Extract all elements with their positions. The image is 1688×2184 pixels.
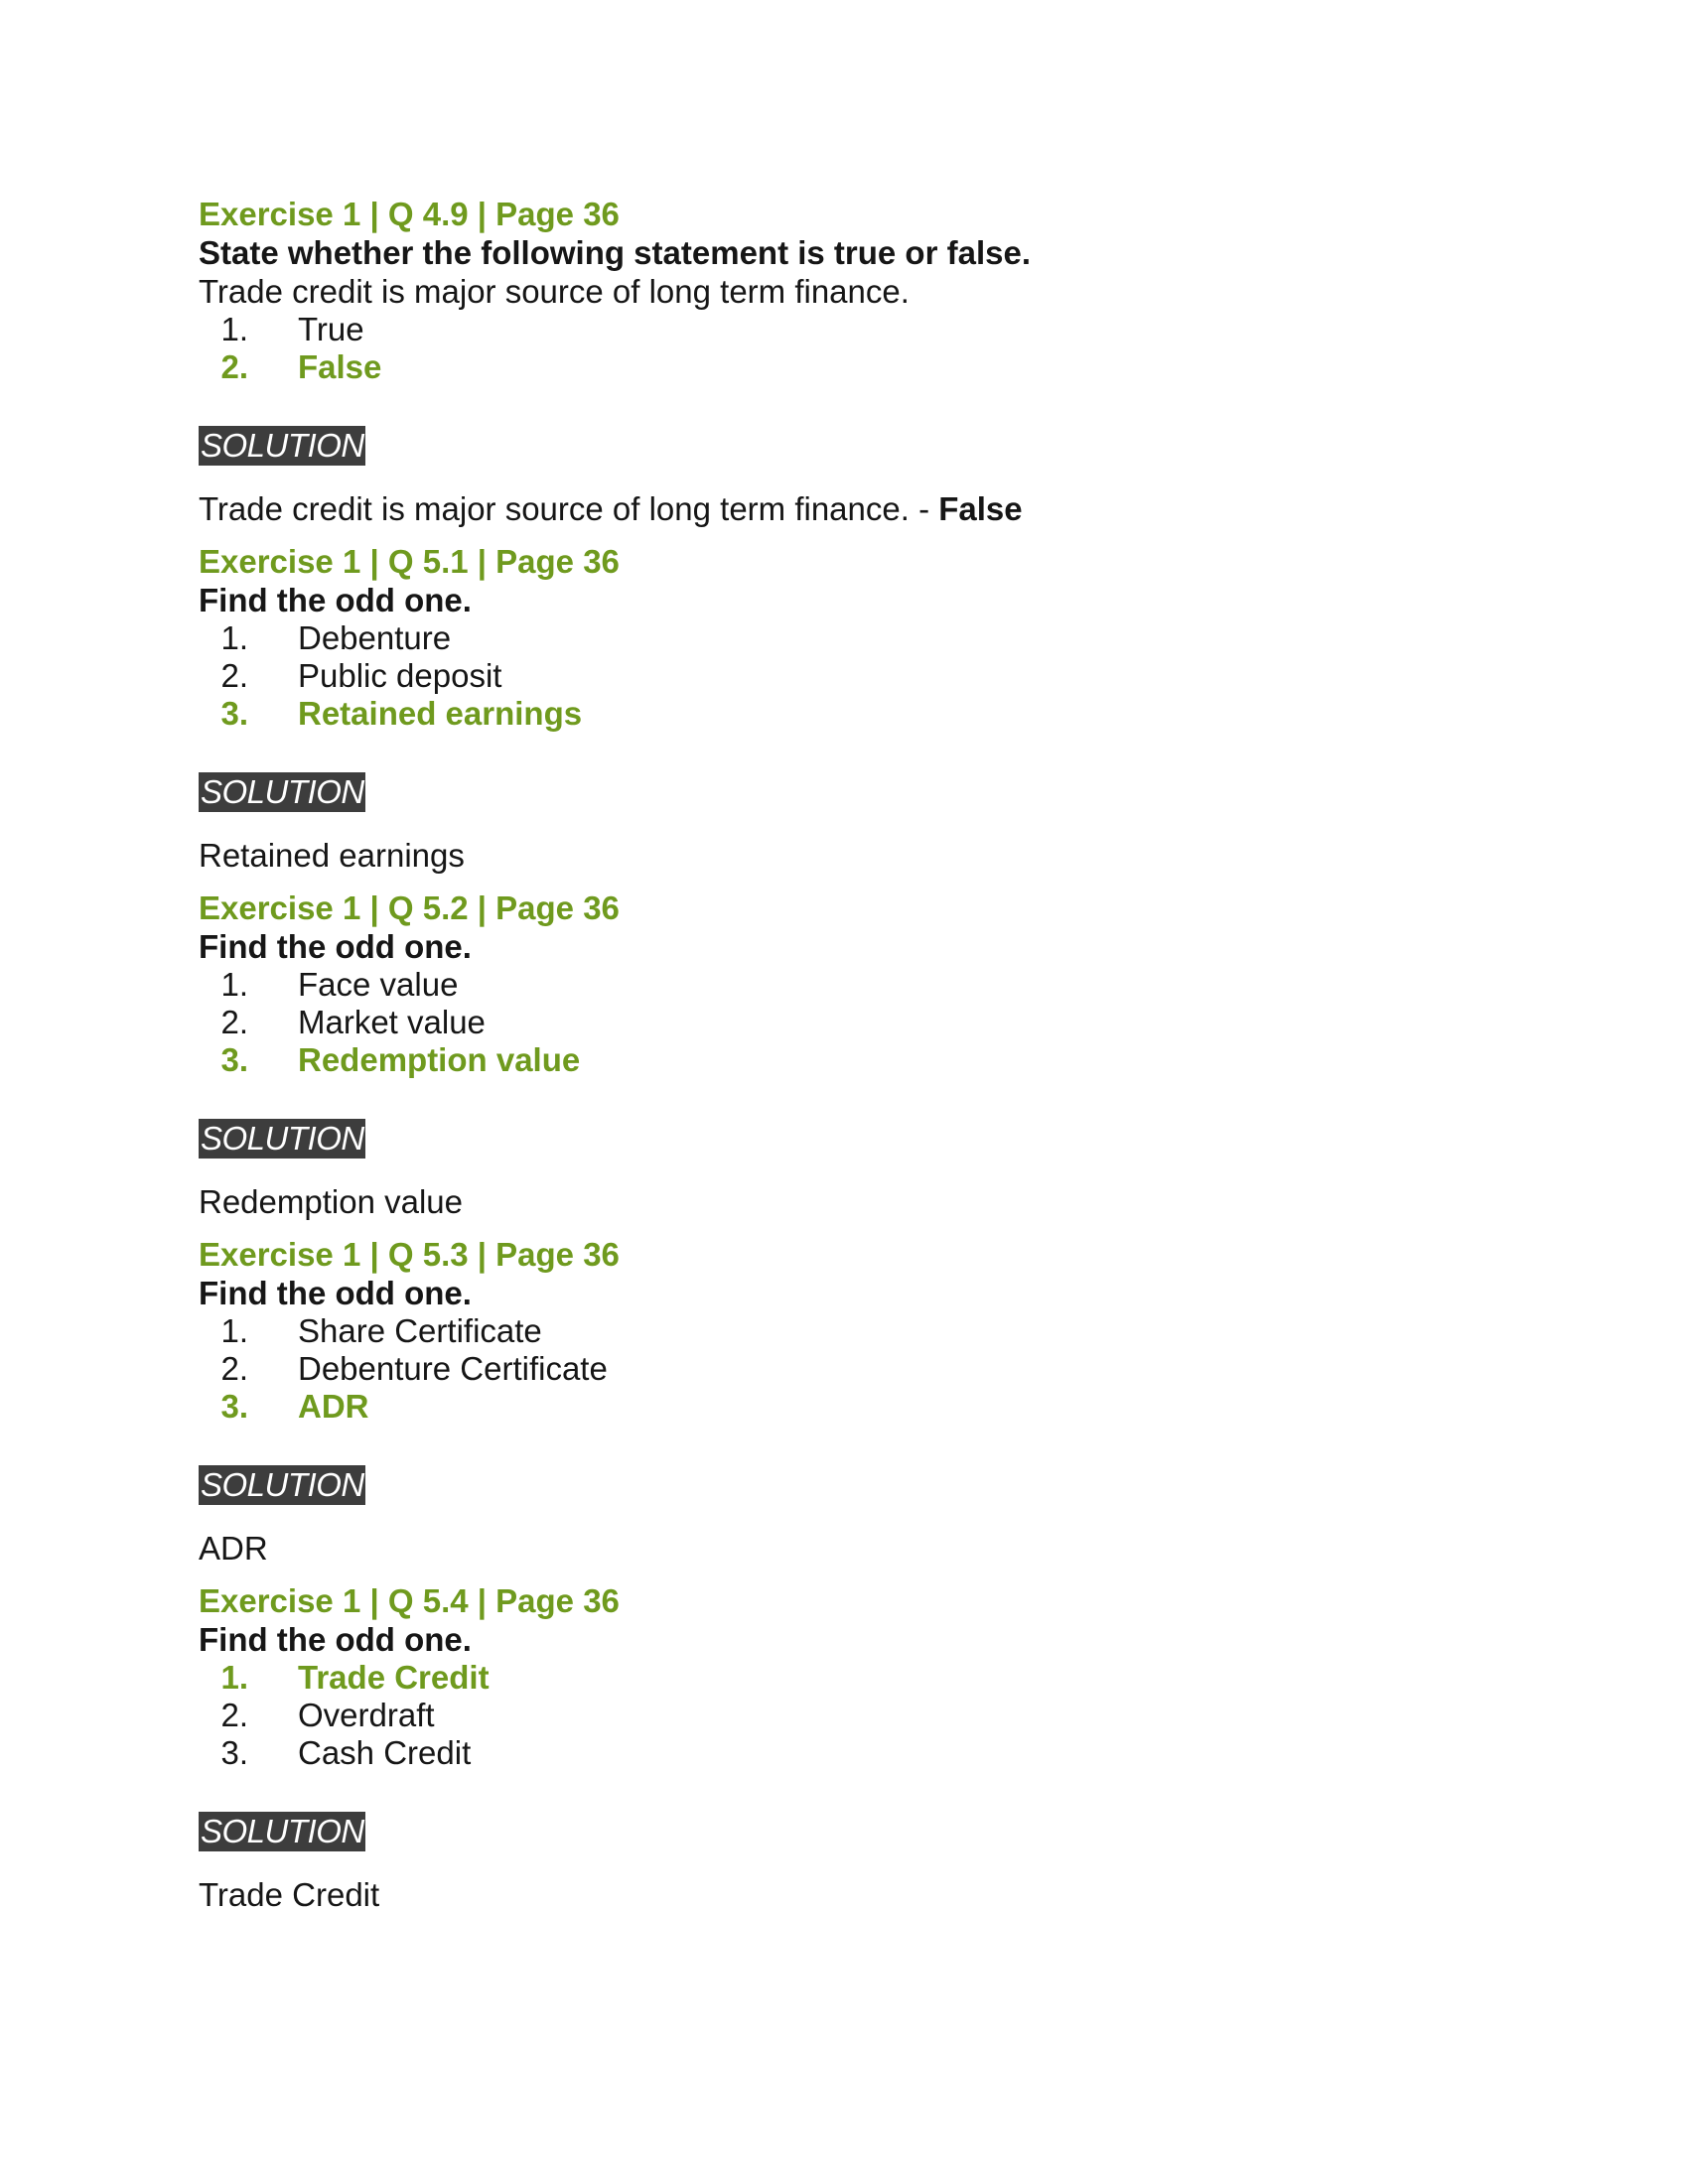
option-text: True [298, 311, 364, 347]
solution-answer-text: ADR [199, 1530, 268, 1567]
option-item [199, 657, 1489, 695]
solution-answer-text: Trade Credit [199, 1876, 380, 1913]
option-list [199, 966, 1489, 1079]
option-text: Redemption value [298, 1041, 581, 1078]
block-spacer [199, 1221, 1489, 1235]
question-statement: Trade credit is major source of long term finance. [199, 273, 910, 310]
option-text: Face value [298, 966, 459, 1003]
option-number: 2. [220, 348, 248, 385]
correct-option [199, 1659, 1489, 1697]
question-prompt: State whether the following statement is true or false. [199, 234, 1031, 271]
option-list [199, 1312, 1489, 1426]
option-number: 3. [220, 1734, 248, 1771]
option-number: 2. [220, 1350, 248, 1387]
correct-option [199, 695, 1489, 733]
option-number: 1. [220, 966, 248, 1003]
option-number: 3. [220, 1041, 248, 1078]
block-spacer [199, 1914, 1489, 1928]
solution-answer [199, 489, 1489, 528]
solution-answer [199, 836, 1489, 875]
option-number: 3. [220, 1388, 248, 1425]
question-prompt: Find the odd one. [199, 1275, 472, 1311]
solution-answer-text: Retained earnings [199, 837, 465, 874]
option-text: Trade Credit [298, 1659, 490, 1696]
question-block [199, 1235, 1489, 1581]
option-list [199, 1659, 1489, 1772]
question-heading: Exercise 1 | Q 5.1 | Page 36 [199, 543, 620, 580]
option-item [199, 966, 1489, 1004]
option-item [199, 1312, 1489, 1350]
option-number: 1. [220, 1312, 248, 1349]
solution-badge: SOLUTION [201, 773, 364, 810]
question-heading: Exercise 1 | Q 5.2 | Page 36 [199, 889, 620, 926]
option-list [199, 311, 1489, 386]
question-heading: Exercise 1 | Q 5.4 | Page 36 [199, 1582, 620, 1619]
option-text: ADR [298, 1388, 369, 1425]
option-number: 1. [220, 619, 248, 656]
question-block [199, 1581, 1489, 1928]
solution-badge: SOLUTION [201, 1466, 364, 1503]
option-text: Overdraft [298, 1697, 435, 1733]
solution-answer-text: Redemption value [199, 1183, 463, 1220]
block-spacer [199, 1568, 1489, 1581]
block-spacer [199, 528, 1489, 542]
correct-option [199, 1388, 1489, 1426]
solution-badge: SOLUTION [201, 427, 364, 464]
option-text: False [298, 348, 382, 385]
solution-badge: SOLUTION [201, 1120, 364, 1157]
question-prompt: Find the odd one. [199, 582, 472, 618]
question-block [199, 542, 1489, 888]
solution-answer-bold: False [938, 490, 1023, 527]
question-prompt: Find the odd one. [199, 928, 472, 965]
option-text: Debenture Certificate [298, 1350, 608, 1387]
exercise-list [199, 195, 1489, 1928]
option-item [199, 1697, 1489, 1734]
option-number: 1. [220, 311, 248, 347]
option-number: 2. [220, 657, 248, 694]
question-heading: Exercise 1 | Q 5.3 | Page 36 [199, 1236, 620, 1273]
question-block [199, 195, 1489, 542]
correct-option [199, 1041, 1489, 1079]
option-list [199, 619, 1489, 733]
question-prompt: Find the odd one. [199, 1621, 472, 1658]
option-number: 2. [220, 1697, 248, 1733]
option-text: Share Certificate [298, 1312, 542, 1349]
option-number: 3. [220, 695, 248, 732]
solution-answer-text: Trade credit is major source of long term finance. - [199, 490, 939, 527]
option-text: Public deposit [298, 657, 502, 694]
question-heading: Exercise 1 | Q 4.9 | Page 36 [199, 196, 620, 232]
option-item [199, 619, 1489, 657]
option-item [199, 1350, 1489, 1388]
option-item [199, 1734, 1489, 1772]
question-block [199, 888, 1489, 1235]
option-text: Debenture [298, 619, 452, 656]
solution-answer [199, 1875, 1489, 1914]
option-item [199, 311, 1489, 348]
option-text: Cash Credit [298, 1734, 472, 1771]
solution-answer [199, 1182, 1489, 1221]
option-item [199, 1004, 1489, 1041]
option-number: 1. [220, 1659, 248, 1696]
block-spacer [199, 875, 1489, 888]
solution-badge: SOLUTION [201, 1813, 364, 1849]
option-text: Market value [298, 1004, 486, 1040]
option-number: 2. [220, 1004, 248, 1040]
correct-option [199, 348, 1489, 386]
option-text: Retained earnings [298, 695, 583, 732]
solution-answer [199, 1529, 1489, 1568]
